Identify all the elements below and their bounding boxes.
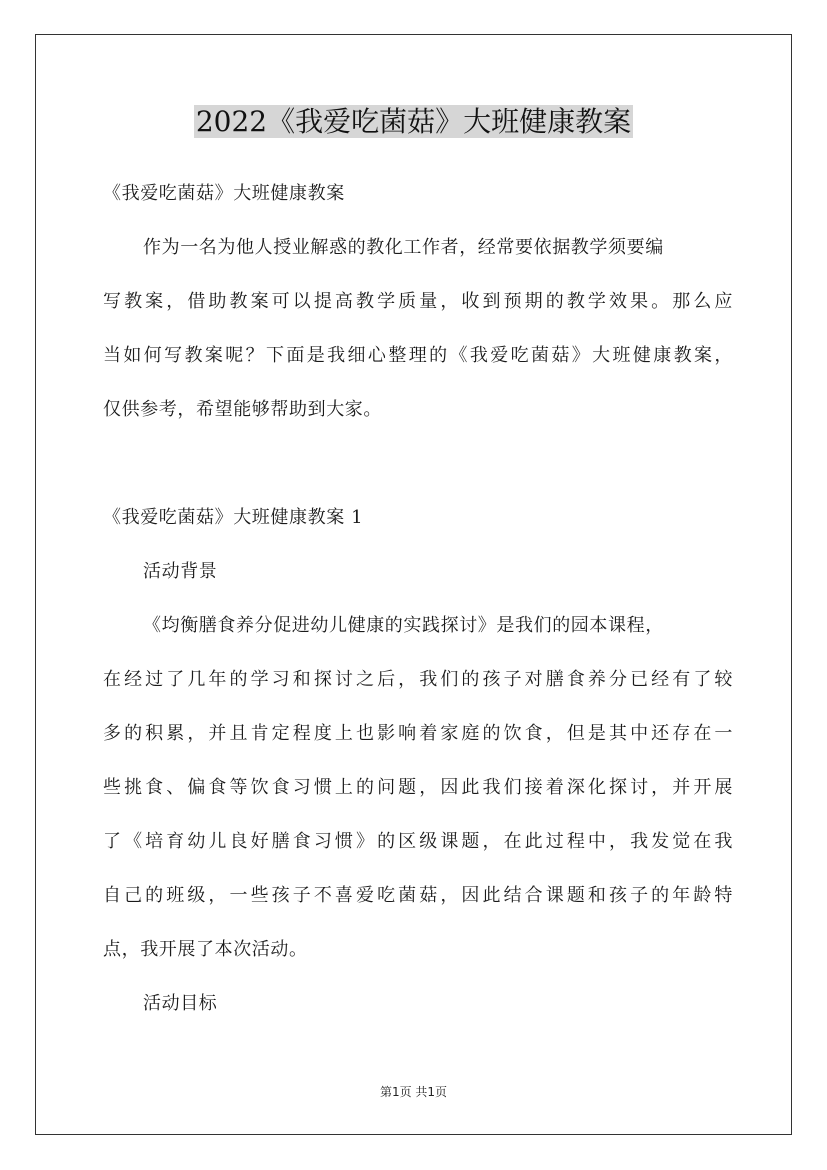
document-title-wrap: [0, 102, 827, 142]
goals-heading: 活动目标: [143, 993, 218, 1014]
document-subtitle: 《我爱吃菌菇》大班健康教案: [103, 183, 345, 204]
background-line: 《均衡膳食养分促进幼儿健康的实践探讨》是我们的园本课程，: [143, 615, 664, 636]
background-line: 点，我开展了本次活动。: [103, 939, 308, 960]
background-line: 些挑食、偏食等饮食习惯上的问题，因此我们接着深化探讨，并开展: [103, 777, 733, 798]
background-line: 了《培育幼儿良好膳食习惯》的区级课题，在此过程中，我发觉在我: [103, 831, 733, 852]
background-line: 在经过了几年的学习和探讨之后，我们的孩子对膳食养分已经有了较: [103, 669, 733, 690]
intro-line: 作为一名为他人授业解惑的教化工作者，经常要依据教学须要编: [143, 237, 664, 258]
intro-line: 仅供参考，希望能够帮助到大家。: [103, 399, 382, 420]
background-line: 自己的班级，一些孩子不喜爱吃菌菇，因此结合课题和孩子的年龄特: [103, 885, 733, 906]
background-line: 多的积累，并且肯定程度上也影响着家庭的饮食，但是其中还存在一: [103, 723, 733, 744]
intro-line: 当如何写教案呢？下面是我细心整理的《我爱吃菌菇》大班健康教案，: [103, 345, 733, 366]
document-title: 2022《我爱吃菌菇》大班健康教案: [195, 105, 632, 138]
page-footer: 第1页 共1页: [379, 1085, 448, 1099]
background-heading: 活动背景: [143, 561, 218, 582]
intro-line: 写教案，借助教案可以提高教学质量，收到预期的教学效果。那么应: [103, 291, 733, 312]
section-title: 《我爱吃菌菇》大班健康教案 1: [103, 507, 364, 528]
